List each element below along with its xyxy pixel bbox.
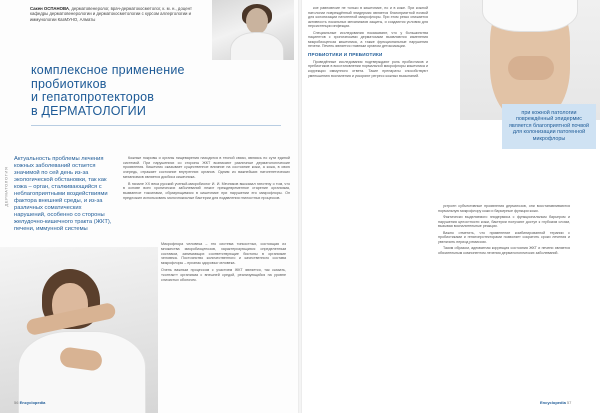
page-number-right: 57 xyxy=(566,400,572,405)
right-column-1 xyxy=(308,6,428,80)
article-title xyxy=(31,64,281,118)
section-tab-label: ДЕРМАТОЛОГИЯ xyxy=(3,166,9,207)
right2-paragraph-1: устроен субъективные проявления дерматозов, они восстанавливаются нормальную микрофлору кожи и барьерные функции кожи. xyxy=(438,204,570,213)
right-column-2 xyxy=(438,204,570,257)
author-photo-body xyxy=(230,32,284,60)
section-heading-probiotics: ПРОБИОТИКИ И ПРЕБИОТИКИ xyxy=(308,51,383,57)
woman-photo xyxy=(0,247,158,413)
right2-paragraph-4: Таким образом, адекватная коррекция состояния ЖКТ и печени является обязательным компонентом лечения дерматологических заболеваний. xyxy=(438,246,570,255)
author-name: Сакен ОСПАНОВА xyxy=(30,6,69,11)
author-photo-face xyxy=(246,8,268,34)
right-paragraph-2: Специальные исследования показывают, что у большинства пациентов с хроническими дерматозами выявляются изменения микробиоценоза кишечника, а также функциональные нарушения печени. Печень является главным органом детоксикации. xyxy=(308,30,428,49)
author-info xyxy=(30,6,208,22)
title-line-3: и гепатопротекторов xyxy=(31,90,155,104)
footer-left xyxy=(14,400,45,405)
left-quote-text xyxy=(161,242,286,284)
right2-paragraph-2: Фактически выделяемого эпидермиса с функциональным барьером и нарушения целостности кожи, бактерии получают доступ к глубоким слоям, вызывая воспалительные реакции. xyxy=(438,215,570,229)
brand-right: Encyclopedia xyxy=(540,400,566,405)
section-tab xyxy=(2,150,10,230)
title-line-2: пробиотиков xyxy=(31,76,107,91)
left-paragraph-2: В начале XX века русский ученый-микробиолог И. И. Мечников высказал гипотезу о том, что в основе всех хронических заболеваний лежит преждевременное старение организма, вызванное токсинами, образующимися в кишечнике при нарушении его микрофлоры. Он предложил использовать молочнокислые бактерии для подавления гнилостных процессов. xyxy=(123,181,290,200)
pull-quote-callout: при кожной патологии повреждённый эпидермис является благоприятной почвой для колонизации патогенной микрофлоры xyxy=(502,104,596,149)
author-photo xyxy=(212,0,294,60)
belly-photo-shirt xyxy=(482,0,578,32)
footer-right xyxy=(540,400,571,405)
left-body-text xyxy=(123,156,290,202)
left-paragraph-1: Кожные покровы и органы пищеварения находятся в тесной связи, являясь по сути единой системой. При нарушениях со стороны ЖКТ возникают различные дерматологические проявления. Кишечник оказывает существенное влияние на состояние кожи, а кожа, в свою очередь, отражает состояние внутренних органов. Одним из важнейших патогенетических механизмов является дисбиоз кишечника. xyxy=(123,156,290,179)
author-credentials: , дерматовенеролог, врач-дерматокосметолог, к. м. н., доцент кафедры дерматовенерологии и дерматокосметологии с курсом аллергологии и иммунологии КазМУНО, Алматы xyxy=(30,6,192,22)
right-paragraph-3: Проведённые исследования подтверждают роль пробиотиков и пребиотиков в восстановлении нормальной микрофлоры кишечника и коррекции иммунного ответа. Такие препараты способствуют уменьшению воспаления и ускоряют регресс кожных высыпаний. xyxy=(308,59,428,78)
title-divider xyxy=(31,125,281,126)
belly-photo xyxy=(460,0,600,120)
title-line-1: комплексное применение xyxy=(31,63,185,77)
right2-paragraph-3: Важно отметить, что применение комбинированной терапии с пробиотиками и гепатопротекторами позволяет сократить сроки лечения и увеличить период ремиссии. xyxy=(438,230,570,244)
quote-paragraph-1: Микрофлора человека – это система тонкостных, состоящая из множества микробиоценозов, характеризующихся определенным составом, занимающих соответствующие биотопы в организме человека. Постоянство количественного и качественного состава микрофлоры – признак здоровья человека. xyxy=(161,242,286,266)
belly-photo-hand xyxy=(508,56,554,80)
article-lead: Актуальность проблемы лечения кожных заболеваний остается значимой по сей день из-за экологической обстановки, так как кожа – орган, сталкивающийся с неблагоприятными воздействиями фактора внешней среды, и из-за различных соматических нарушений, особенно со стороны желудочно-кишечного тракта (ЖКТ), печени, иммунной системы xyxy=(14,156,112,232)
quote-paragraph-2: Очень важным процессом с участием ЖКТ является, так сказать, «контакт» организма с внешней средой, реализующийся на уровне слизистых оболочек. xyxy=(161,267,286,282)
page-gutter xyxy=(298,0,302,413)
brand-left: Encyclopedia xyxy=(19,400,46,405)
right-paragraph-1: кое равновесие не только в кишечнике, но и в коже. При кожной патологии повреждённый эпидермис является благоприятной почвой для колонизации патогенной микрофлоры. При этом резко снижается активность локальных механизмов защиты, и создаются условия для персистенции инфекции. xyxy=(308,6,428,29)
page-number-left: 56 xyxy=(14,400,19,405)
title-line-4: в ДЕРМАТОЛОГИИ xyxy=(31,103,147,118)
